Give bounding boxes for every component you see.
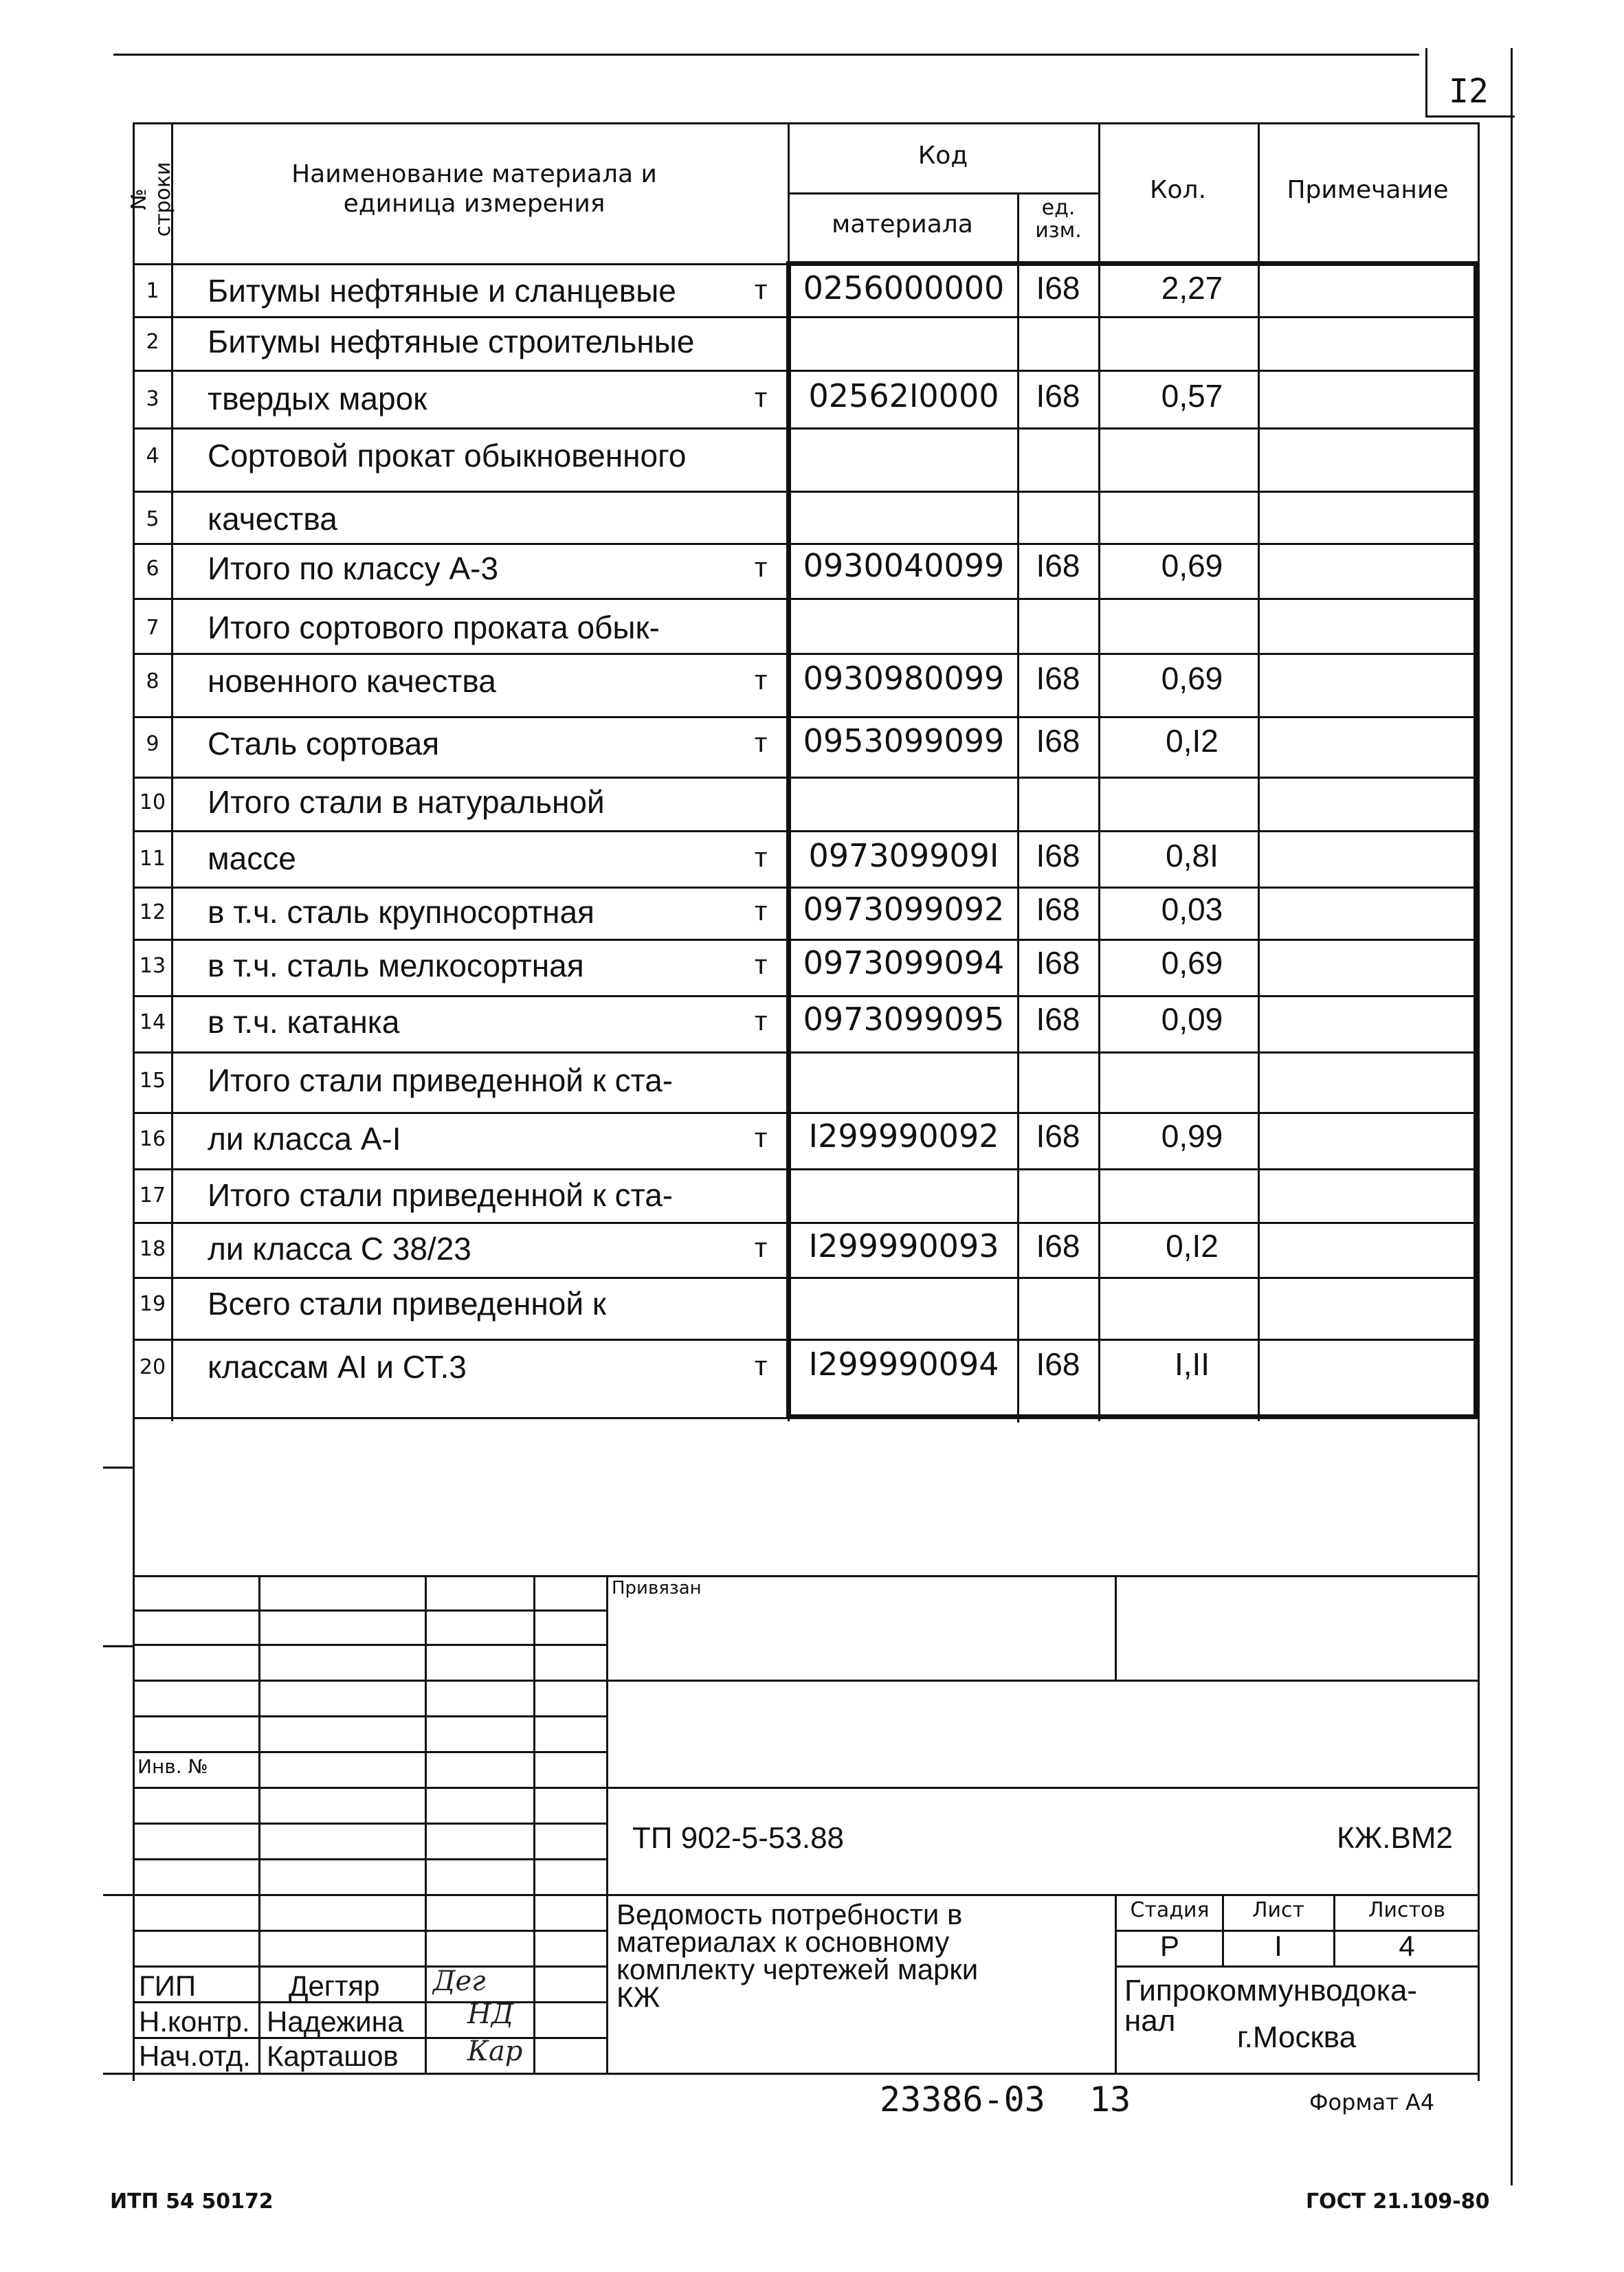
row-number: 12 <box>139 900 166 924</box>
row-unit: т <box>755 843 768 873</box>
row-number: 18 <box>139 1237 166 1261</box>
row-material-name: Итого стали приведенной к ста- <box>208 1062 674 1098</box>
row-number: 6 <box>146 557 159 581</box>
row-unit: т <box>755 665 768 695</box>
row-number: 5 <box>146 507 159 531</box>
sheets-value: 4 <box>1399 1930 1415 1962</box>
header-code-material: материала <box>832 210 973 238</box>
row-material-code: 0930040099 <box>803 547 1005 584</box>
row-number: 10 <box>139 790 166 814</box>
row-quantity: 0,03 <box>1161 891 1223 927</box>
row-material-code: 097309909I <box>808 837 999 874</box>
top-rule-right <box>1425 115 1515 118</box>
stamp-row-5 <box>133 1715 607 1717</box>
row-unit-code: I68 <box>1036 1001 1080 1037</box>
row-separator <box>133 777 1478 779</box>
left-mark-1 <box>103 1467 134 1469</box>
row-material-name: Сталь сортовая <box>208 726 440 761</box>
row-quantity: 0,99 <box>1161 1118 1223 1154</box>
row-number: 13 <box>139 954 166 978</box>
org-line-1: Гипрокоммунводока- <box>1124 1974 1418 2007</box>
doc-title-line-1: Ведомость потребности в <box>616 1898 963 1930</box>
privyazan-label: Привязан <box>612 1578 702 1599</box>
row-separator <box>133 1339 1478 1341</box>
code-header-divider <box>788 192 1098 194</box>
header-name: Наименование материала и единица измерения <box>291 160 657 219</box>
row-separator <box>133 716 1478 718</box>
row-unit: т <box>755 896 768 926</box>
row-separator <box>133 1222 1478 1224</box>
row-number: 2 <box>146 330 159 354</box>
row-separator <box>133 1277 1478 1279</box>
row-separator <box>133 995 1478 997</box>
stamp-row-6 <box>133 1751 607 1753</box>
doc-title-line-4: КЖ <box>616 1981 660 2013</box>
row-separator <box>133 830 1478 832</box>
row-number: 15 <box>139 1069 166 1093</box>
row-material-code: 0256000000 <box>803 269 1005 307</box>
sheet-value: I <box>1274 1930 1282 1962</box>
row-material-name: качества <box>208 501 337 537</box>
footer-right: ГОСТ 21.109-80 <box>1306 2190 1490 2214</box>
doc-title-line-3: комплекту чертежей марки <box>616 1953 979 1985</box>
row-material-name: Итого стали в натуральной <box>208 784 605 820</box>
top-rule <box>113 54 1419 56</box>
data-box-right <box>1473 261 1478 1417</box>
stage-label: Стадия <box>1130 1898 1210 1922</box>
stage-col-2 <box>1333 1894 1335 1965</box>
row-number: 4 <box>146 444 159 468</box>
row-quantity: 0,8I <box>1166 838 1219 873</box>
row-separator <box>133 1168 1478 1170</box>
row-material-name: новенного качества <box>208 663 496 699</box>
row-unit-code: I68 <box>1036 723 1080 759</box>
row-material-name: массе <box>208 840 296 876</box>
row-material-name: ли класса С 38/23 <box>208 1231 471 1267</box>
row-number: 11 <box>139 847 166 871</box>
stage-value: Р <box>1159 1930 1179 1962</box>
row-number: 19 <box>139 1292 166 1316</box>
row-unit: т <box>755 1233 768 1263</box>
person-role-3: Нач.отд. <box>139 2040 251 2072</box>
data-box-top <box>788 261 1478 266</box>
row-material-name: Итого по классу А-3 <box>208 550 499 586</box>
sheet-box-left <box>1425 48 1427 117</box>
row-material-code: 0953099099 <box>803 722 1005 759</box>
stamp-col-3 <box>533 1575 535 2073</box>
row-unit-code: I68 <box>1036 945 1080 981</box>
row-quantity: 0,09 <box>1161 1001 1223 1037</box>
row-material-name: ли класса А-I <box>208 1121 401 1157</box>
row-separator <box>133 887 1478 889</box>
row-material-code: 02562I0000 <box>808 377 999 414</box>
doc-title-line-2: материалах к основному <box>616 1926 950 1958</box>
stamp-row-10 <box>133 1894 1480 1896</box>
doc-title <box>616 1898 979 2013</box>
stamp-row-2 <box>133 1610 607 1612</box>
row-quantity: 0,69 <box>1161 945 1223 981</box>
row-material-name: Сортовой прокат обыкновенного <box>208 438 687 474</box>
stamp-row-11 <box>133 1930 607 1932</box>
row-unit-code: I68 <box>1036 1118 1080 1154</box>
row-separator <box>133 1112 1478 1114</box>
header-code-unit: ед. изм. <box>1035 196 1082 243</box>
org-row-line <box>1115 1965 1480 1968</box>
row-material-name: Битумы нефтяные строительные <box>208 324 695 359</box>
header-note: Примечание <box>1287 176 1449 204</box>
row-unit: т <box>755 1123 768 1153</box>
row-unit-code: I68 <box>1036 1346 1080 1382</box>
doc-code: ТП 902-5-53.88 <box>632 1821 845 1855</box>
stamp-row-8 <box>133 1823 607 1825</box>
row-material-code: 0973099095 <box>803 1001 1005 1038</box>
row-material-name: Итого стали приведенной к ста- <box>208 1177 674 1213</box>
format-label: Формат А4 <box>1309 2089 1435 2115</box>
stamp-row-7 <box>133 1787 1480 1789</box>
row-unit-code: I68 <box>1036 270 1080 306</box>
row-separator <box>133 427 1478 430</box>
row-separator <box>133 939 1478 941</box>
signature-3: Кар <box>467 2036 523 2067</box>
row-material-name: Битумы нефтяные и сланцевые <box>208 273 676 309</box>
inv-no-label: Инв. № <box>137 1755 208 1778</box>
left-mark-3 <box>103 1894 134 1896</box>
frame-top <box>133 122 1480 124</box>
stage-col-1 <box>1222 1894 1224 1965</box>
sheet-label: Лист <box>1252 1898 1305 1922</box>
row-separator <box>133 653 1478 655</box>
row-separator <box>133 491 1478 493</box>
row-material-code: 0973099094 <box>803 944 1005 981</box>
person-role-2: Н.контр. <box>139 2005 250 2038</box>
row-quantity: 0,I2 <box>1166 1228 1219 1264</box>
row-number: 3 <box>146 387 159 411</box>
row-unit: т <box>755 1006 768 1036</box>
row-material-code: I299990094 <box>808 1346 999 1383</box>
row-material-name: в т.ч. сталь мелкосортная <box>208 948 584 983</box>
row-material-name: Всего стали приведенной к <box>208 1286 606 1322</box>
person-name-3: Карташов <box>267 2040 399 2072</box>
org-line-2: нал <box>1124 2004 1176 2038</box>
title-divider <box>1115 1894 1117 2073</box>
org-city: г.Москва <box>1237 2020 1357 2054</box>
signature-2: НД <box>467 1998 514 2030</box>
row-number: 20 <box>139 1355 166 1379</box>
stamp-col-4 <box>606 1575 608 2073</box>
row-separator <box>133 543 1478 545</box>
row-material-name: Итого сортового проката обык- <box>208 610 660 645</box>
row-quantity: 0,69 <box>1161 548 1223 583</box>
row-material-name: в т.ч. катанка <box>208 1004 400 1040</box>
row-number: 16 <box>139 1127 166 1151</box>
sheet-number: I2 <box>1449 72 1489 111</box>
archive-number: 23386-03 <box>880 2080 1045 2119</box>
row-material-name: в т.ч. сталь крупносортная <box>208 894 594 930</box>
stamp-bottom <box>103 2073 1480 2075</box>
row-unit: т <box>755 728 768 758</box>
stamp-row-4 <box>133 1680 1480 1682</box>
row-unit: т <box>755 275 768 305</box>
row-number: 1 <box>146 279 159 303</box>
person-name-1: Дегтяр <box>289 1970 380 2002</box>
stamp-top <box>133 1575 1480 1577</box>
row-material-code: 0930980099 <box>803 660 1005 697</box>
header-row-no: № строки <box>127 162 175 237</box>
row-unit: т <box>755 950 768 980</box>
row-quantity: 0,57 <box>1161 378 1223 414</box>
stamp-row-9 <box>133 1858 607 1860</box>
row-unit-code: I68 <box>1036 660 1080 696</box>
row-unit-code: I68 <box>1036 838 1080 873</box>
row-separator <box>133 598 1478 600</box>
privyazan-divider <box>1115 1575 1117 1680</box>
person-role-1: ГИП <box>139 1970 197 2002</box>
signature-1: Дег <box>433 1965 486 1997</box>
person-name-2: Надежина <box>267 2005 404 2038</box>
row-quantity: I,II <box>1174 1346 1210 1382</box>
stamp-col-1 <box>258 1575 260 2073</box>
row-unit: т <box>755 553 768 583</box>
footer-left: ИТП 54 50172 <box>110 2190 274 2214</box>
doc-mark: КЖ.ВМ2 <box>1337 1821 1453 1855</box>
row-quantity: 0,69 <box>1161 660 1223 696</box>
row-number: 17 <box>139 1183 166 1207</box>
row-unit-code: I68 <box>1036 378 1080 414</box>
row-material-code: 0973099092 <box>803 891 1005 928</box>
row-unit-code: I68 <box>1036 1228 1080 1264</box>
row-quantity: 2,27 <box>1161 270 1223 306</box>
left-mark-2 <box>103 1645 134 1647</box>
row-number: 7 <box>146 616 159 640</box>
row-material-name: классам АI и СТ.3 <box>208 1349 467 1385</box>
row-unit: т <box>755 1351 768 1381</box>
row-unit-code: I68 <box>1036 548 1080 583</box>
row-separator <box>133 370 1478 372</box>
row-unit-code: I68 <box>1036 891 1080 927</box>
row-material-name: твердых марок <box>208 381 427 416</box>
row-separator <box>133 316 1478 318</box>
stamp-row-3 <box>133 1644 607 1646</box>
stamp-col-2 <box>425 1575 427 2073</box>
header-qty: Кол. <box>1149 176 1207 204</box>
stamp-row-12 <box>133 1965 607 1968</box>
sheets-label: Листов <box>1368 1898 1446 1922</box>
table-bottom <box>133 1417 1480 1419</box>
header-code: Код <box>917 142 968 170</box>
page-number: 13 <box>1089 2080 1131 2119</box>
row-quantity: 0,I2 <box>1166 723 1219 759</box>
row-separator <box>133 1051 1478 1054</box>
row-material-code: I299990093 <box>808 1227 999 1265</box>
frame-right <box>1511 48 1513 2185</box>
row-number: 8 <box>146 669 159 693</box>
row-material-code: I299990092 <box>808 1117 999 1155</box>
row-number: 14 <box>139 1010 166 1034</box>
row-unit: т <box>755 383 768 413</box>
row-number: 9 <box>146 732 159 756</box>
